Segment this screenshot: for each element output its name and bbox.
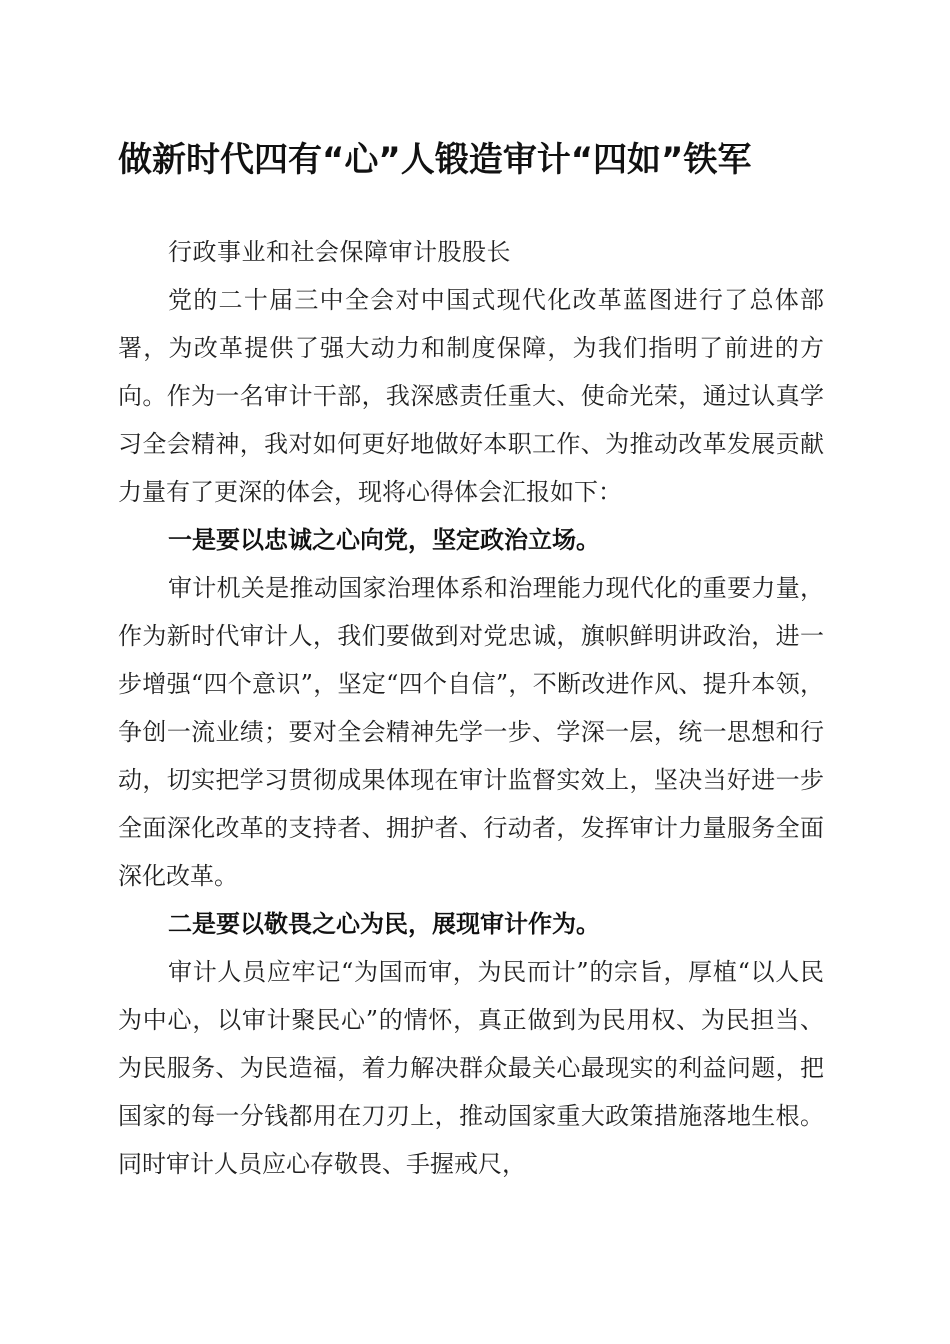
- section-heading-1: 一是要以忠诚之心向党，坚定政治立场。: [168, 525, 600, 554]
- paragraph-intro: 党的二十届三中全会对中国式现代化改革蓝图进行了总体部署，为改革提供了强大动力和制度保障，为我们指明了前进的方向。作为一名审计干部，我深感责任重大、使命光荣，通过认真学习全会精神，我对如何更好地做好本职工作、为推动改革发展贡献力量有了更深的体会，现将心得体会汇报如下：: [118, 286, 824, 506]
- document-body: [118, 228, 824, 1188]
- section-heading-2: 二是要以敬畏之心为民，展现审计作为。: [168, 909, 600, 938]
- paragraph-section-1: 审计机关是推动国家治理体系和治理能力现代化的重要力量，作为新时代审计人，我们要做到对党忠诚，旗帜鲜明讲政治，进一步增强“四个意识”，坚定“四个自信”，不断改进作风、提升本领，争创一流业绩；要对全会精神先学一步、学深一层，统一思想和行动，切实把学习贯彻成果体现在审计监督实效上，坚决当好进一步全面深化改革的支持者、拥护者、行动者，发挥审计力量服务全面深化改革。: [118, 574, 824, 890]
- paragraph-section-2: 审计人员应牢记“为国而审，为民而计”的宗旨，厚植“以人民为中心，以审计聚民心”的情怀，真正做到为民用权、为民担当、为民服务、为民造福，着力解决群众最关心最现实的利益问题，把国家的每一分钱都用在刀刃上，推动国家重大政策措施落地生根。同时审计人员应心存敬畏、手握戒尺，: [118, 958, 824, 1178]
- document-title: 做新时代四有“心”人锻造审计“四如”铁军: [118, 140, 752, 180]
- author-line: 行政事业和社会保障审计股股长: [168, 238, 511, 266]
